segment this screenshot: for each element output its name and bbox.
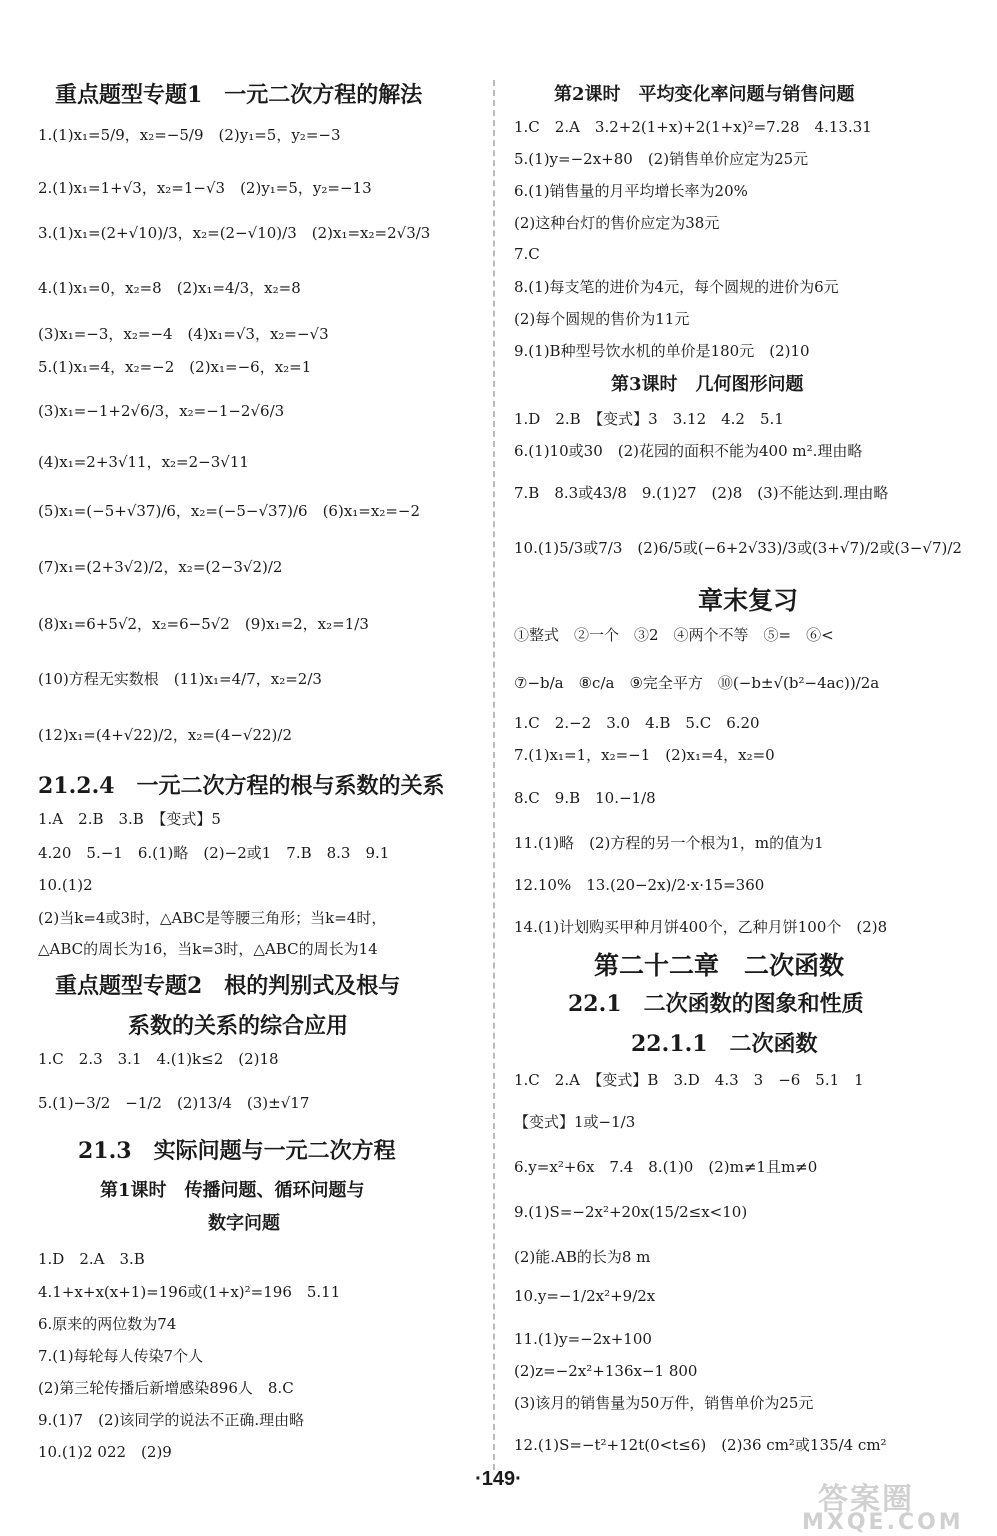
answer-line: 1.D 2.B 【变式】3 3.12 4.2 5.1: [514, 410, 784, 428]
section-heading: 22.1 二次函数的图象和性质: [568, 991, 864, 1017]
section-heading: 重点题型专题2 根的判别式及根与: [55, 973, 401, 999]
watermark-logo: [790, 1474, 985, 1535]
answer-line: (7)x₁=(2+3√2)/2，x₂=(2−3√2)/2: [38, 558, 283, 576]
answer-line: 5.(1)x₁=4，x₂=−2 (2)x₁=−6，x₂=1: [38, 358, 312, 376]
answer-line: 1.D 2.A 3.B: [38, 1250, 145, 1268]
answer-line: 12.10% 13.(20−2x)/2·x·15=360: [514, 876, 765, 894]
answer-line: 7.(1)每轮每人传染7个人: [38, 1347, 204, 1365]
answer-line: 9.(1)7 (2)该同学的说法不正确.理由略: [38, 1411, 305, 1429]
section-heading: 22.1.1 二次函数: [631, 1031, 818, 1057]
answer-line: 9.(1)B种型号饮水机的单价是180元 (2)10: [514, 342, 810, 360]
answer-line: 1.C 2.A 【变式】B 3.D 4.3 3 −6 5.1 1: [514, 1071, 864, 1089]
answer-line: (2)当k=4或3时，△ABC是等腰三角形；当k=4时，: [38, 909, 387, 927]
answer-line: 【变式】1或−1/3: [514, 1113, 636, 1131]
answer-line: (5)x₁=(−5+√37)/6，x₂=(−5−√37)/6 (6)x₁=x₂=−2: [38, 502, 421, 520]
answer-line: 5.(1)y=−2x+80 (2)销售单价应定为25元: [514, 150, 809, 168]
section-heading: 章末复习: [698, 586, 799, 615]
section-heading: 第2课时 平均变化率问题与销售问题: [554, 84, 855, 105]
answer-line: 10.(1)2: [38, 876, 93, 894]
answer-line: (3)x₁=−3，x₂=−4 (4)x₁=√3，x₂=−√3: [38, 325, 329, 343]
answer-line: 8.C 9.B 10.−1/8: [514, 789, 656, 807]
answer-line: 12.(1)S=−t²+12t(0<t≤6) (2)36 cm²或135/4 cm²: [514, 1436, 887, 1454]
section-heading: 21.3 实际问题与一元二次方程: [78, 1138, 396, 1164]
section-heading: 第1课时 传播问题、循环问题与: [100, 1180, 365, 1201]
answer-line: 6.原来的两位数为74: [38, 1315, 177, 1333]
section-heading: 重点题型专题1 一元二次方程的解法: [55, 82, 423, 108]
answer-line: (2)z=−2x²+136x−1 800: [514, 1362, 698, 1380]
section-heading: 数字问题: [208, 1213, 280, 1234]
answer-line: 7.(1)x₁=1，x₂=−1 (2)x₁=4，x₂=0: [514, 746, 775, 764]
answer-line: (8)x₁=6+5√2，x₂=6−5√2 (9)x₁=2，x₂=1/3: [38, 615, 369, 633]
section-heading: 系数的关系的综合应用: [128, 1013, 349, 1039]
answer-line: 7.C: [514, 245, 540, 263]
answer-line: 10.(1)2 022 (2)9: [38, 1443, 172, 1461]
answer-line: 1.C 2.3 3.1 4.(1)k≤2 (2)18: [38, 1050, 279, 1068]
section-heading: 第二十二章 二次函数: [594, 951, 845, 980]
answer-line: 11.(1)略 (2)方程的另一个根为1，m的值为1: [514, 834, 824, 852]
answer-line: (12)x₁=(4+√22)/2，x₂=(4−√22)/2: [38, 726, 292, 744]
answer-line: 4.1+x+x(x+1)=196或(1+x)²=196 5.11: [38, 1283, 341, 1301]
section-heading: 第3课时 几何图形问题: [611, 374, 804, 395]
answer-line: (3)x₁=−1+2√6/3，x₂=−1−2√6/3: [38, 402, 285, 420]
column-divider: [493, 80, 495, 1470]
section-heading: 21.2.4 一元二次方程的根与系数的关系: [38, 773, 445, 799]
answer-line: 6.y=x²+6x 7.4 8.(1)0 (2)m≠1且m≠0: [514, 1158, 818, 1176]
answer-line: (2)能.AB的长为8 m: [514, 1248, 651, 1266]
answer-line: 5.(1)−3/2 −1/2 (2)13/4 (3)±√17: [38, 1094, 310, 1112]
answer-line: (4)x₁=2+3√11，x₂=2−3√11: [38, 453, 249, 471]
answer-line: (3)该月的销售量为50万件，销售单价为25元: [514, 1394, 814, 1412]
answer-line: 1.A 2.B 3.B 【变式】5: [38, 810, 221, 828]
answer-line: (2)这种台灯的售价应定为38元: [514, 214, 720, 232]
watermark-line1: 答案圈: [818, 1482, 914, 1517]
answer-line: 2.(1)x₁=1+√3，x₂=1−√3 (2)y₁=5，y₂=−13: [38, 179, 372, 197]
answer-line: 4.20 5.−1 6.(1)略 (2)−2或1 7.B 8.3 9.1: [38, 844, 390, 862]
answer-line: 14.(1)计划购买甲种月饼400个，乙种月饼100个 (2)8: [514, 918, 888, 936]
answer-line: △ABC的周长为16，当k=3时，△ABC的周长为14: [38, 940, 378, 958]
page-number: ·149·: [475, 1468, 522, 1490]
answer-line: 11.(1)y=−2x+100: [514, 1330, 652, 1348]
answer-line: ⑦−b/a ⑧c/a ⑨完全平方 ⑩(−b±√(b²−4ac))/2a: [514, 674, 880, 692]
answer-line: 6.(1)销售量的月平均增长率为20%: [514, 182, 748, 200]
answer-line: 6.(1)10或30 (2)花园的面积不能为400 m².理由略: [514, 442, 863, 460]
watermark-line2: MXQE.COM: [802, 1510, 964, 1535]
answer-line: (2)第三轮传播后新增感染896人 8.C: [38, 1379, 294, 1397]
answer-line: 10.(1)5/3或7/3 (2)6/5或(−6+2√33)/3或(3+√7)/2或(3−√7)/2: [514, 539, 962, 557]
answer-line: 7.B 8.3或43/8 9.(1)27 (2)8 (3)不能达到.理由略: [514, 484, 889, 502]
answer-line: (2)每个圆规的售价为11元: [514, 310, 690, 328]
answer-line: 1.(1)x₁=5/9，x₂=−5/9 (2)y₁=5，y₂=−3: [38, 126, 341, 144]
answer-line: 10.y=−1/2x²+9/2x: [514, 1287, 656, 1305]
answer-line: 3.(1)x₁=(2+√10)/3，x₂=(2−√10)/3 (2)x₁=x₂=2√3/3: [38, 224, 431, 242]
answer-line: 8.(1)每支笔的进价为4元，每个圆规的进价为6元: [514, 278, 839, 296]
answer-line: 1.C 2.−2 3.0 4.B 5.C 6.20: [514, 714, 760, 732]
answer-line: (10)方程无实数根 (11)x₁=4/7，x₂=2/3: [38, 670, 322, 688]
answer-line: ①整式 ②一个 ③2 ④两个不等 ⑤= ⑥<: [514, 626, 834, 644]
answer-line: 1.C 2.A 3.2+2(1+x)+2(1+x)²=7.28 4.13.31: [514, 118, 872, 136]
answer-line: 9.(1)S=−2x²+20x(15/2≤x<10): [514, 1203, 748, 1221]
answer-line: 4.(1)x₁=0，x₂=8 (2)x₁=4/3，x₂=8: [38, 279, 301, 297]
